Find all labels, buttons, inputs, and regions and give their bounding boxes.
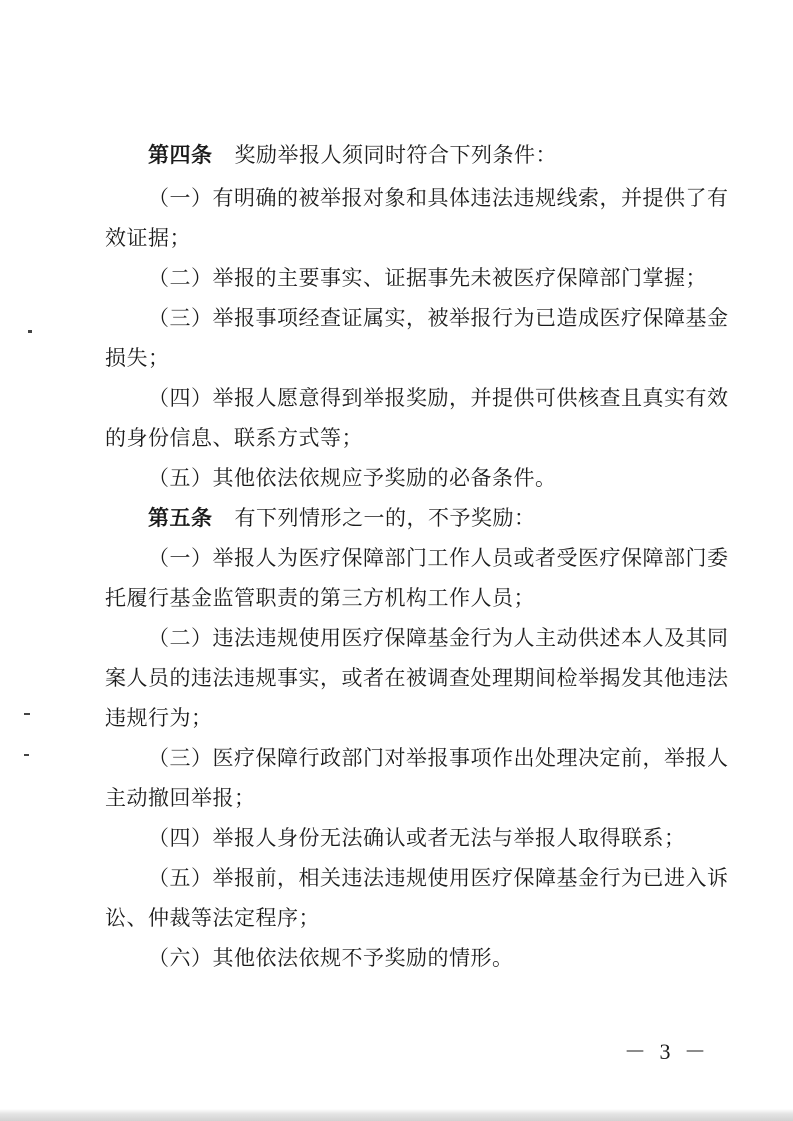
article4-item2: （二）举报的主要事实、证据事先未被医疗保障部门掌握； [148,266,707,290]
scan-mark [24,713,30,715]
article5-item2-line2: 案人员的违法违规事实，或者在被调查处理期间检举揭发其他违法 [105,666,729,690]
article4-heading-line [148,141,557,169]
article4-label: 第四条 [148,142,213,167]
scan-bottom-edge [0,1109,793,1121]
article5-item2-line1: （二）违法违规使用医疗保障基金行为人主动供述本人及其同 [148,626,729,650]
scan-mark [24,754,29,756]
article5-item2-line3: 违规行为； [105,706,213,730]
article5-heading: 有下列情形之一的，不予奖励： [234,506,536,530]
article5-item1-line2: 托履行基金监管职责的第三方机构工作人员； [105,586,535,610]
article5-item1-line1: （一）举报人为医疗保障部门工作人员或者受医疗保障部门委 [148,546,729,570]
article5-heading-line [148,504,536,532]
article4-item4-line1: （四）举报人愿意得到举报奖励，并提供可供核查且真实有效 [148,386,729,410]
article4-item1-line1: （一）有明确的被举报对象和具体违法违规线索，并提供了有 [148,186,729,210]
article4-item5: （五）其他依法依规应予奖励的必备条件。 [148,466,557,490]
article5-item6: （六）其他依法依规不予奖励的情形。 [148,946,514,970]
scan-mark [28,330,32,333]
article4-item1-line2: 效证据； [105,226,191,250]
article5-item5-line1: （五）举报前，相关违法违规使用医疗保障基金行为已进入诉 [148,866,729,890]
article5-item3-line1: （三）医疗保障行政部门对举报事项作出处理决定前，举报人 [148,746,729,770]
article4-item4-line2: 的身份信息、联系方式等； [105,426,363,450]
article4-heading: 奖励举报人须同时符合下列条件： [234,143,557,167]
article5-label: 第五条 [148,505,213,530]
article5-item5-line2: 讼、仲裁等法定程序； [105,906,320,930]
article4-item3-line1: （三）举报事项经查证属实，被举报行为已造成医疗保障基金 [148,306,729,330]
article4-item3-line2: 损失； [105,346,170,370]
page-number: － 3 － [624,1039,711,1064]
article5-item3-line2: 主动撤回举报； [105,786,256,810]
article5-item4: （四）举报人身份无法确认或者无法与举报人取得联系； [148,826,686,850]
